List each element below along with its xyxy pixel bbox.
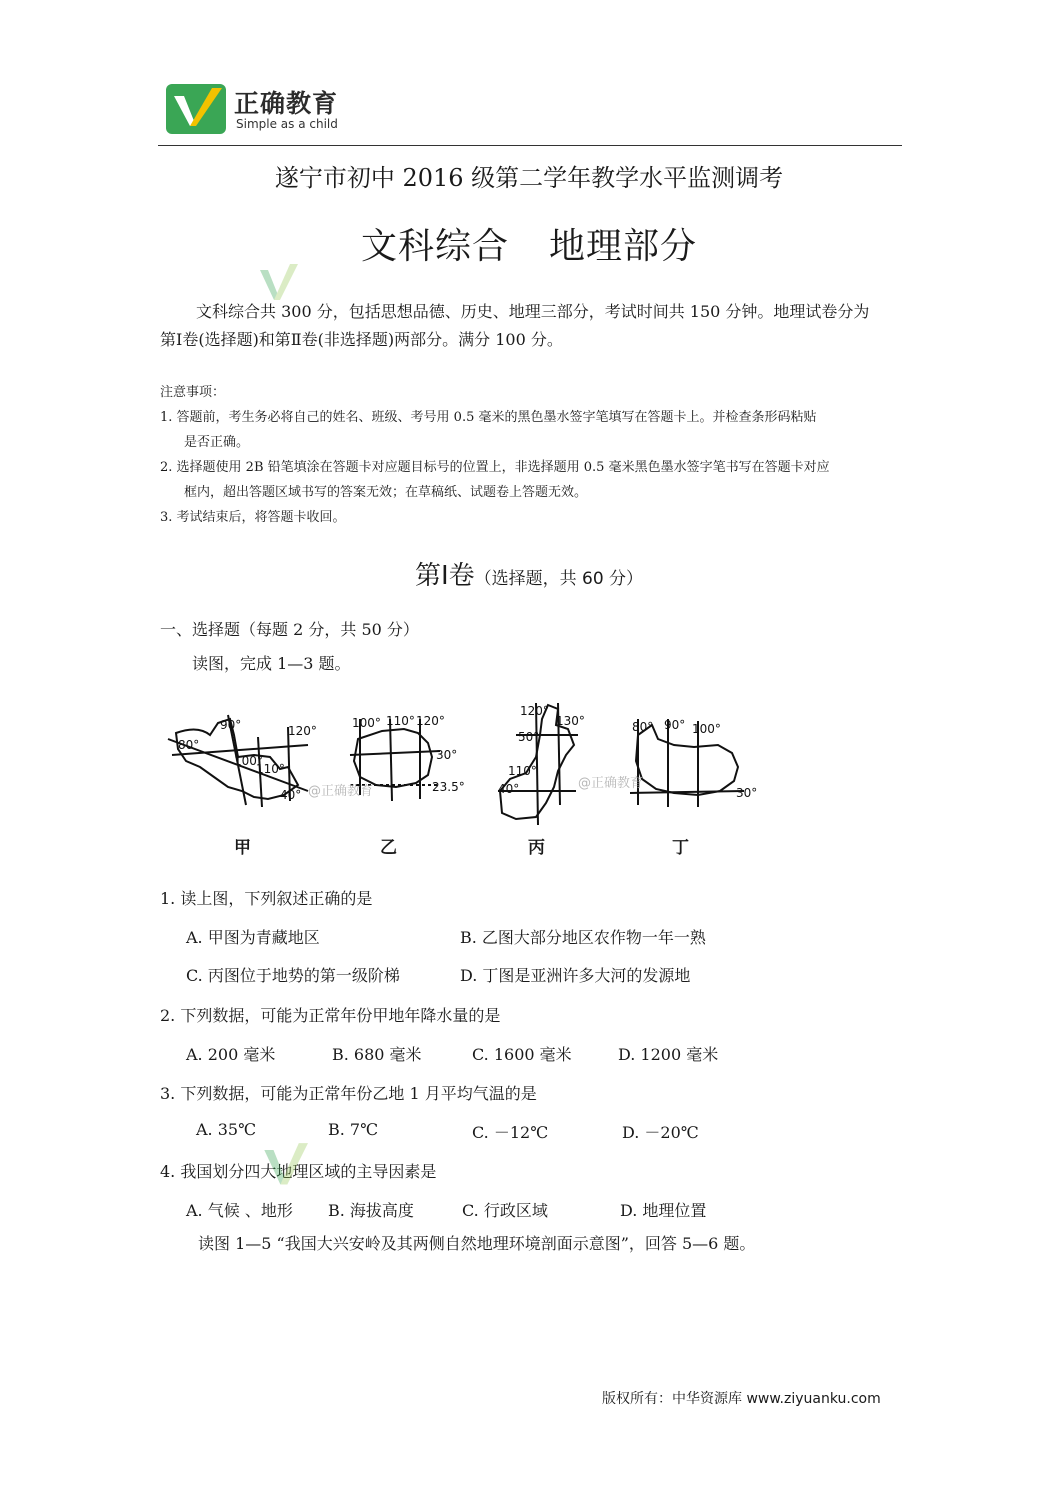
bing-label-50: 50° xyxy=(518,730,540,744)
yi-label-23: 23.5° xyxy=(432,780,465,794)
notice-item-2-cont: 框内，超出答题区域书写的答案无效；在草稿纸、试题卷上答题无效。 xyxy=(184,485,588,500)
q4-option-c: C. 行政区域 xyxy=(462,1201,548,1220)
q3-option-a: A. 35℃ xyxy=(196,1120,256,1139)
region-maps-figure xyxy=(158,695,758,860)
q1-option-d: D. 丁图是亚洲许多大河的发源地 xyxy=(460,966,691,985)
notice-heading: 注意事项： xyxy=(160,385,226,400)
jia-label-100: 100° xyxy=(234,754,263,768)
question-4: 4. 我国划分四大地理区域的主导因素是 xyxy=(160,1162,437,1181)
yi-label-110: 110° xyxy=(386,714,415,728)
read-instruction-5-6: 读图 1—5 “我国大兴安岭及其两侧自然地理环境剖面示意图”，回答 5—6 题。 xyxy=(198,1234,756,1253)
header-divider xyxy=(158,145,902,146)
jia-label-120: 120° xyxy=(288,724,317,738)
footer-copyright: 版权所有：中华资源库 www.ziyuanku.com xyxy=(602,1391,881,1407)
q4-option-b: B. 海拔高度 xyxy=(328,1201,414,1220)
ding-label-30: 30° xyxy=(736,786,758,800)
section-note: （每题 2 分，共 50 分） xyxy=(240,620,419,639)
ding-label-80: 80° xyxy=(632,720,654,734)
q3-option-d: D. －20℃ xyxy=(622,1123,699,1142)
q3-option-c: C. －12℃ xyxy=(472,1123,549,1142)
yi-label-120: 120° xyxy=(416,714,445,728)
bing-label-110: 110° xyxy=(508,764,537,778)
map-label-jia: 甲 xyxy=(234,838,251,858)
intro-line-2: 第Ⅰ卷(选择题)和第Ⅱ卷(非选择题)两部分。满分 100 分。 xyxy=(160,330,563,349)
yi-label-30: 30° xyxy=(436,748,458,762)
logo xyxy=(166,82,366,136)
bing-label-40: 40° xyxy=(498,782,520,796)
logo-slogan: Simple as a child xyxy=(236,117,338,131)
question-1: 1. 读上图，下列叙述正确的是 xyxy=(160,889,373,908)
q1-option-c: C. 丙图位于地势的第一级阶梯 xyxy=(186,966,400,985)
q4-option-a: A. 气候 、地形 xyxy=(186,1201,293,1220)
watermark-check-icon-2 xyxy=(262,1140,308,1190)
bing-label-130: 130° xyxy=(556,714,585,728)
volume-note: （选择题，共 60 分） xyxy=(474,569,644,589)
exam-title xyxy=(0,218,1058,269)
title-right: 地理部分 xyxy=(549,226,698,267)
notice-item-1: 1. 答题前，考生务必将自己的姓名、班级、考号用 0.5 毫米的黑色墨水签字笔填写在答题卡上。并检查条形码粘贴 xyxy=(160,410,817,425)
section-title: 一、选择题 xyxy=(160,620,241,639)
q3-option-b: B. 7℃ xyxy=(328,1120,379,1139)
jia-label-110: 110° xyxy=(256,762,285,776)
question-2: 2. 下列数据，可能为正常年份甲地年降水量的是 xyxy=(160,1006,501,1025)
map-label-yi: 乙 xyxy=(380,838,397,858)
q2-option-b: B. 680 毫米 xyxy=(332,1045,422,1064)
notice-item-1-cont: 是否正确。 xyxy=(184,435,250,450)
map-label-bing: 丙 xyxy=(528,838,545,858)
figure-watermark-2: @正确教育 xyxy=(578,776,644,791)
notice-item-2: 2. 选择题使用 2B 铅笔填涂在答题卡对应题目标号的位置上，非选择题用 0.5 毫米黑色墨水签字笔书写在答题卡对应 xyxy=(160,460,830,475)
map-bing-labels xyxy=(498,704,585,796)
logo-name: 正确教育 xyxy=(234,89,339,118)
notice-block xyxy=(160,380,900,530)
notice-item-3: 3. 考试结束后，将答题卡收回。 xyxy=(160,510,346,525)
q2-option-a: A. 200 毫米 xyxy=(186,1045,276,1064)
jia-label-90: 90° xyxy=(220,718,242,732)
volume-title: 第Ⅰ卷 xyxy=(414,561,475,591)
q1-option-a: A. 甲图为青藏地区 xyxy=(186,928,320,947)
checkmark-logo-icon xyxy=(166,82,228,136)
ding-label-90: 90° xyxy=(664,718,686,732)
volume-heading xyxy=(0,555,1058,592)
q1-option-b: B. 乙图大部分地区农作物一年一熟 xyxy=(460,928,706,947)
jia-label-40: 40° xyxy=(280,788,302,802)
intro-paragraph xyxy=(160,298,900,354)
map-label-ding: 丁 xyxy=(672,838,689,858)
q2-option-d: D. 1200 毫米 xyxy=(618,1045,719,1064)
yi-label-100: 100° xyxy=(352,716,381,730)
section-heading xyxy=(160,617,419,640)
question-3: 3. 下列数据，可能为正常年份乙地 1 月平均气温的是 xyxy=(160,1084,537,1103)
intro-line-1: 文科综合共 300 分，包括思想品德、历史、地理三部分，考试时间共 150 分钟。地理试卷分为 xyxy=(196,302,870,321)
figure-watermark-1: @正确教育 xyxy=(308,784,374,799)
exam-subtitle: 遂宁市初中 2016 级第二学年教学水平监测调考 xyxy=(274,164,784,192)
jia-label-80: 80° xyxy=(178,738,200,752)
section-instruction: 读图，完成 1—3 题。 xyxy=(192,654,351,673)
q2-option-c: C. 1600 毫米 xyxy=(472,1045,572,1064)
ding-label-100: 100° xyxy=(692,722,721,736)
watermark-logo-bottom xyxy=(262,1140,308,1194)
map-ding-labels xyxy=(632,718,757,800)
title-left: 文科综合 xyxy=(360,226,509,267)
bing-label-120: 120° xyxy=(520,704,549,718)
q4-option-d: D. 地理位置 xyxy=(620,1201,707,1220)
